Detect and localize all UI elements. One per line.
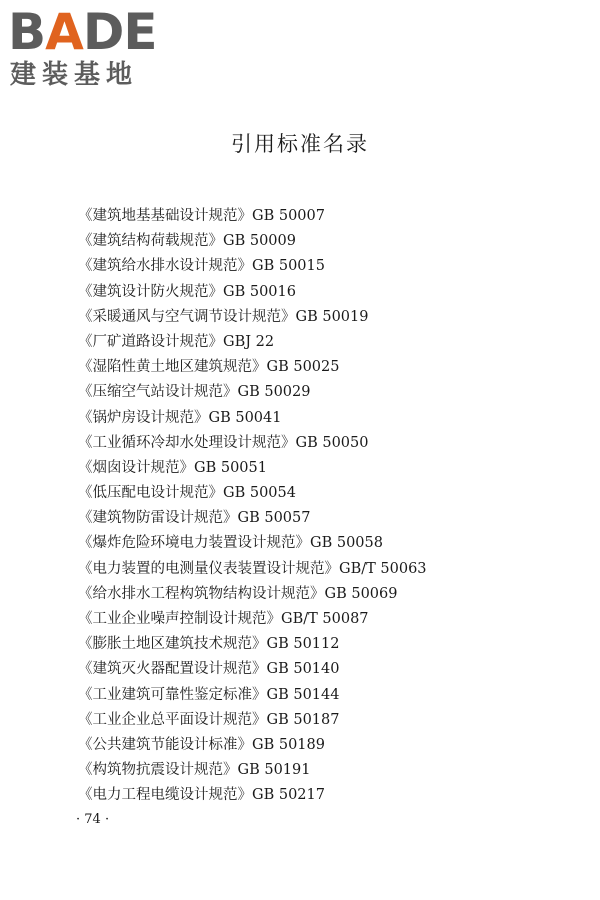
page-title: 引用标准名录 [231,132,369,156]
standard-item: 《采暖通风与空气调节设计规范》GB 50019 [78,308,369,325]
logo-letters-start: B [8,3,46,61]
standard-item: 《建筑给水排水设计规范》GB 50015 [78,258,325,275]
standard-item: 《湿陷性黄土地区建筑规范》GB 50025 [78,359,340,376]
standard-item: 《爆炸危险环境电力装置设计规范》GB 50058 [78,535,383,552]
logo-wordmark [8,4,157,60]
logo-letter-accent: A [45,3,83,61]
standards-list [78,204,427,809]
standard-item: 《工业企业噪声控制设计规范》GB/T 50087 [78,611,369,627]
standard-item: 《给水排水工程构筑物结构设计规范》GB 50069 [78,585,398,602]
standard-item: 《工业循环冷却水处理设计规范》GB 50050 [78,434,369,451]
logo-letters-end: DE [82,3,157,61]
standard-item: 《锅炉房设计规范》GB 50041 [78,409,282,426]
standard-item: 《建筑地基基础设计规范》GB 50007 [78,208,325,224]
logo-subtitle: 建装基地 [10,60,139,90]
standard-item: 《公共建筑节能设计标准》GB 50189 [78,736,325,753]
standard-item: 《建筑设计防火规范》GB 50016 [78,283,296,300]
standard-item: 《电力装置的电测量仪表装置设计规范》GB/T 50063 [78,560,427,577]
standard-item: 《建筑物防雷设计规范》GB 50057 [78,510,311,527]
standard-item: 《工业企业总平面设计规范》GB 50187 [78,711,340,728]
standard-item: 《工业建筑可靠性鉴定标准》GB 50144 [78,686,340,703]
standard-item: 《电力工程电缆设计规范》GB 50217 [78,787,325,804]
standard-item: 《厂矿道路设计规范》GBJ 22 [78,333,275,350]
standard-item: 《低压配电设计规范》GB 50054 [78,485,296,502]
standard-item: 《膨胀土地区建筑技术规范》GB 50112 [78,636,340,653]
standard-item: 《压缩空气站设计规范》GB 50029 [78,384,311,401]
standard-item: 《构筑物抗震设计规范》GB 50191 [78,762,311,779]
standard-item: 《烟囱设计规范》GB 50051 [78,459,267,476]
standard-item: 《建筑灭火器配置设计规范》GB 50140 [78,661,340,678]
standard-item: 《建筑结构荷载规范》GB 50009 [78,233,296,250]
bade-logo [8,4,178,94]
page-number: · 74 · [76,812,110,827]
